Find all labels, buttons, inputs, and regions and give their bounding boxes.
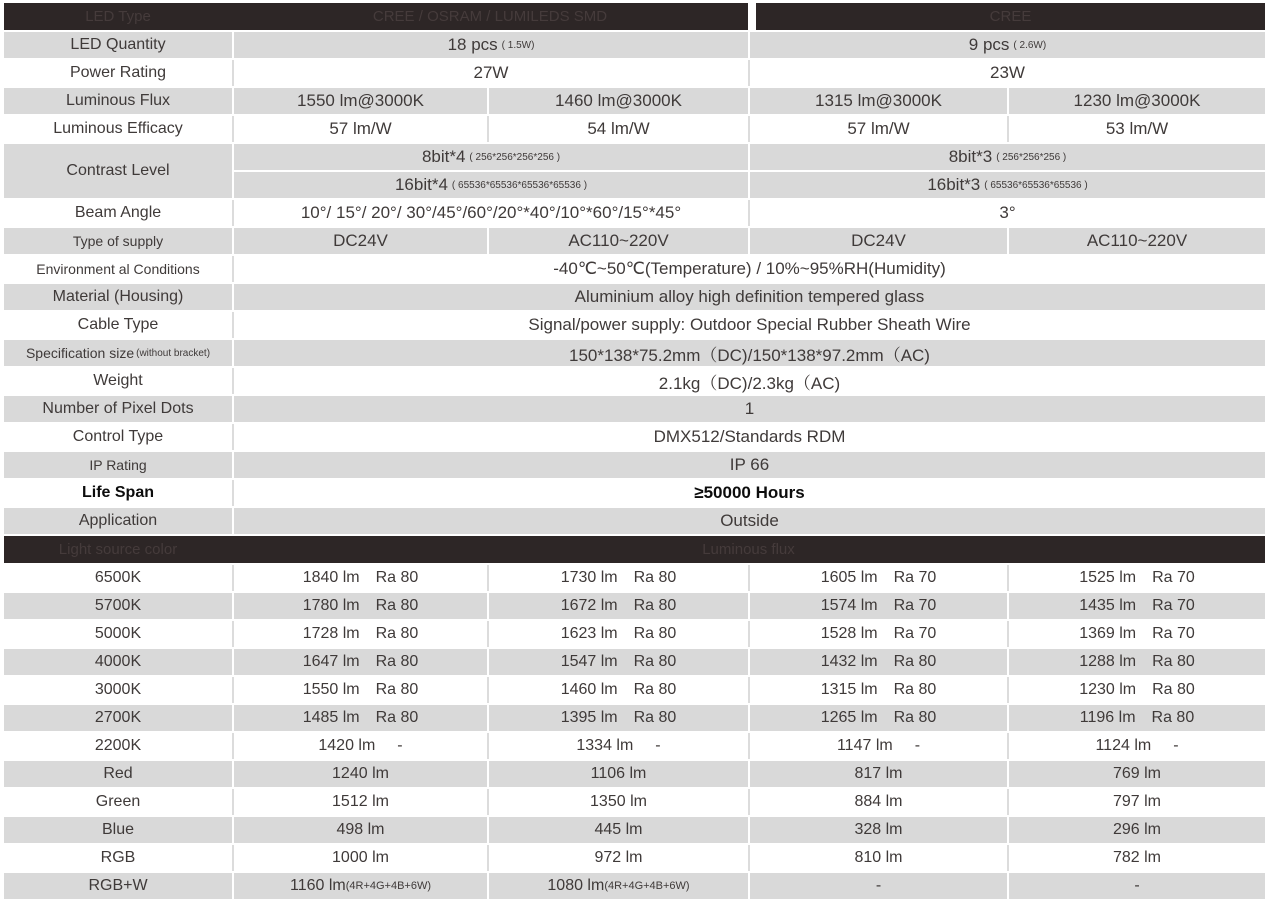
type-of-supply-label: Type of supply [4,228,232,254]
lm-value: 1080 lm [547,877,605,894]
type-of-supply-c3: DC24V [750,228,1007,254]
flux-cell: - [1009,873,1265,899]
led-quantity-left [234,32,748,58]
flux-label: RGB+W [4,873,232,899]
flux-cell [489,593,748,619]
contrast-8bit-row [234,144,1265,170]
lm-value: 1435 lm [1079,597,1137,614]
lm-value: 1840 lm [302,569,360,586]
power-rating-left: 27W [234,60,748,86]
flux-cell [234,677,487,703]
row-type-of-supply [4,228,1265,254]
specification-size-value: 150*138*75.2mm（DC)/150*138*97.2mm（AC) [234,340,1265,366]
luminous-efficacy-c3: 57 lm/W [750,116,1007,142]
control-type-label: Control Type [4,424,232,450]
lm-value: 1528 lm [820,625,878,642]
lm-value: 1672 lm [560,597,618,614]
led-type-header-left [4,3,748,30]
cable-type-label: Cable Type [4,312,232,338]
lm-value: 1485 lm [302,709,360,726]
light-source-header [4,536,1265,563]
ra-value: Ra 80 [375,569,419,586]
flux-cell: 328 lm [750,817,1007,843]
pixel-dots-label: Number of Pixel Dots [4,396,232,422]
flux-cell: 1350 lm [489,789,748,815]
contrast-16bit-left-note: ( 65536*65536*65536*65536 ) [451,179,588,191]
flux-cell [234,565,487,591]
ra-value: - [1173,737,1179,754]
led-type-value-left: CREE / OSRAM / LUMILEDS SMD [372,8,608,25]
material-housing-value: Aluminium alloy high definition tempered glass [234,284,1265,310]
row-specification-size [4,340,1265,366]
specification-size-label-note: (without bracket) [136,347,211,359]
luminous-efficacy-c4: 53 lm/W [1009,116,1265,142]
flux-label: 4000K [4,649,232,675]
flux-cell [489,565,748,591]
contrast-level-values [234,144,1265,198]
flux-cell: 769 lm [1009,761,1265,787]
flux-cell [1009,593,1265,619]
lm-value: 1647 lm [302,653,360,670]
lm-value: 1574 lm [820,597,878,614]
led-quantity-right-note: ( 2.6W) [1013,39,1047,51]
flux-row-rgbw [4,873,1265,899]
row-environmental-conditions [4,256,1265,282]
pixel-dots-value: 1 [234,396,1265,422]
lm-value: 1623 lm [560,625,618,642]
flux-cell: 817 lm [750,761,1007,787]
ra-value: Ra 80 [375,709,419,726]
contrast-8bit-left-value: 8bit*4 [421,147,466,166]
flux-cell [750,565,1007,591]
contrast-16bit-row [234,172,1265,198]
luminous-efficacy-c2: 54 lm/W [489,116,748,142]
lm-value: 1334 lm [576,737,634,754]
flux-label: 2700K [4,705,232,731]
contrast-8bit-right [750,144,1265,170]
flux-label: 5700K [4,593,232,619]
row-ip-rating [4,452,1265,478]
flux-cell [1009,621,1265,647]
luminous-flux-header-label: Luminous flux [702,541,795,558]
lm-value: 1525 lm [1079,569,1137,586]
ra-value: Ra 70 [893,625,937,642]
row-control-type [4,424,1265,450]
life-span-value: ≥50000 Hours [234,480,1265,506]
led-type-label: LED Type [85,8,151,25]
flux-cell [489,873,748,899]
flux-cell: 782 lm [1009,845,1265,871]
contrast-level-label: Contrast Level [4,144,232,198]
ra-value: Ra 80 [893,681,937,698]
ra-value: Ra 70 [1152,597,1195,614]
flux-row-3000k [4,677,1265,703]
flux-cell [234,593,487,619]
led-quantity-label: LED Quantity [4,32,232,58]
row-led-quantity [4,32,1265,58]
flux-row-6500k [4,565,1265,591]
type-of-supply-c4: AC110~220V [1009,228,1265,254]
flux-label: 2200K [4,733,232,759]
flux-row-red [4,761,1265,787]
flux-cell: 296 lm [1009,817,1265,843]
ra-value: Ra 80 [375,597,419,614]
ra-value: Ra 80 [893,653,937,670]
beam-angle-right: 3° [750,200,1265,226]
contrast-8bit-right-value: 8bit*3 [948,147,993,166]
flux-cell [750,621,1007,647]
led-quantity-left-value: 18 pcs [447,35,498,54]
luminous-efficacy-label: Luminous Efficacy [4,116,232,142]
ra-value: - [914,737,921,754]
flux-cell [234,705,487,731]
flux-cell: 445 lm [489,817,748,843]
flux-cell: 797 lm [1009,789,1265,815]
flux-row-5700k [4,593,1265,619]
flux-cell [1009,649,1265,675]
flux-cell: 972 lm [489,845,748,871]
flux-row-2200k [4,733,1265,759]
flux-cell [489,677,748,703]
specification-size-label-text: Specification size [25,345,135,361]
flux-cell [750,677,1007,703]
luminous-flux-c2: 1460 lm@3000K [489,88,748,114]
lm-value: 1395 lm [560,709,618,726]
lm-value: 1550 lm [302,681,360,698]
lm-value: 1432 lm [820,653,878,670]
contrast-8bit-left-note: ( 256*256*256*256 ) [469,151,561,163]
type-of-supply-c1: DC24V [234,228,487,254]
control-type-value: DMX512/Standards RDM [234,424,1265,450]
ra-value: Ra 80 [893,709,937,726]
row-cable-type [4,312,1265,338]
flux-cell [750,733,1007,759]
ra-value: Ra 80 [633,681,677,698]
lm-value: 1124 lm [1095,737,1152,754]
power-rating-label: Power Rating [4,60,232,86]
contrast-16bit-right [750,172,1265,198]
row-beam-angle [4,200,1265,226]
led-quantity-right [750,32,1265,58]
ra-value: Ra 80 [375,625,419,642]
flux-cell: 1106 lm [489,761,748,787]
flux-cell [489,621,748,647]
lm-value: 1369 lm [1079,625,1137,642]
rgbw-note: (4R+4G+4B+6W) [604,880,690,892]
lm-value: 1728 lm [302,625,360,642]
flux-row-green [4,789,1265,815]
lm-value: 1196 lm [1079,709,1136,726]
flux-cell [750,705,1007,731]
luminous-efficacy-c1: 57 lm/W [234,116,487,142]
flux-row-blue [4,817,1265,843]
led-quantity-right-value: 9 pcs [968,35,1010,54]
flux-cell [489,705,748,731]
lm-value: 1147 lm [836,737,893,754]
flux-cell [489,733,748,759]
ra-value: Ra 80 [633,597,677,614]
row-contrast-level [4,144,1265,198]
ra-value: Ra 80 [633,569,677,586]
flux-cell [1009,565,1265,591]
environmental-conditions-value: -40℃~50℃(Temperature) / 10%~95%RH(Humidity) [234,256,1265,282]
application-value: Outside [234,508,1265,534]
beam-angle-label: Beam Angle [4,200,232,226]
flux-label: Green [4,789,232,815]
specification-size-label [4,340,232,366]
row-weight [4,368,1265,394]
led-type-header-bar [4,3,1265,30]
lm-value: 1265 lm [820,709,878,726]
contrast-16bit-right-note: ( 65536*65536*65536 ) [984,179,1088,191]
flux-row-2700k [4,705,1265,731]
light-source-color-label: Light source color [58,541,178,558]
led-quantity-left-note: ( 1.5W) [501,39,535,51]
flux-label: Blue [4,817,232,843]
material-housing-label: Material (Housing) [4,284,232,310]
ra-value: Ra 80 [633,709,677,726]
ra-value: Ra 80 [1151,709,1195,726]
life-span-label: Life Span [4,480,232,506]
row-material-housing [4,284,1265,310]
ra-value: Ra 80 [633,625,677,642]
flux-cell: 1000 lm [234,845,487,871]
flux-cell [1009,677,1265,703]
flux-cell [234,649,487,675]
luminous-flux-c1: 1550 lm@3000K [234,88,487,114]
flux-cell [489,649,748,675]
flux-cell: 498 lm [234,817,487,843]
ra-value: Ra 80 [375,653,419,670]
lm-value: 1460 lm [560,681,618,698]
type-of-supply-c2: AC110~220V [489,228,748,254]
flux-cell [234,733,487,759]
light-source-header-bar [4,536,1265,563]
flux-row-rgb [4,845,1265,871]
ra-value: Ra 70 [893,569,937,586]
flux-label: RGB [4,845,232,871]
flux-cell: - [750,873,1007,899]
flux-label: 6500K [4,565,232,591]
ra-value: Ra 80 [1152,653,1195,670]
flux-cell [1009,733,1265,759]
flux-cell: 1512 lm [234,789,487,815]
flux-cell [750,649,1007,675]
luminous-flux-label: Luminous Flux [4,88,232,114]
ra-value: - [655,737,661,754]
ra-value: Ra 80 [1152,681,1195,698]
row-luminous-efficacy [4,116,1265,142]
flux-cell [234,621,487,647]
application-label: Application [4,508,232,534]
lm-value: 1605 lm [820,569,878,586]
flux-cell [1009,705,1265,731]
weight-label: Weight [4,368,232,394]
beam-angle-left: 10°/ 15°/ 20°/ 30°/45°/60°/20°*40°/10°*60°/15°*45° [234,200,748,226]
weight-value: 2.1kg（DC)/2.3kg（AC) [234,368,1265,394]
contrast-8bit-right-note: ( 256*256*256 ) [996,151,1067,163]
row-application [4,508,1265,534]
flux-row-4000k [4,649,1265,675]
flux-label: 5000K [4,621,232,647]
led-type-value-right: CREE [756,3,1265,30]
ra-value: - [397,737,403,754]
lm-value: 1780 lm [302,597,360,614]
contrast-16bit-left [234,172,748,198]
ra-value: Ra 70 [1152,569,1195,586]
environmental-conditions-label: Environment al Conditions [4,256,232,282]
lm-value: 1288 lm [1079,653,1137,670]
ip-rating-label: IP Rating [4,452,232,478]
flux-cell [234,873,487,899]
lm-value: 1730 lm [560,569,618,586]
flux-label: 3000K [4,677,232,703]
flux-label: Red [4,761,232,787]
lm-value: 1230 lm [1079,681,1137,698]
cable-type-value: Signal/power supply: Outdoor Special Rubber Sheath Wire [234,312,1265,338]
rgbw-note: (4R+4G+4B+6W) [345,880,432,892]
ra-value: Ra 70 [893,597,937,614]
ra-value: Ra 70 [1152,625,1195,642]
row-pixel-dots [4,396,1265,422]
row-life-span [4,480,1265,506]
lm-value: 1315 lm [820,681,878,698]
lm-value: 1547 lm [560,653,618,670]
luminous-flux-c3: 1315 lm@3000K [750,88,1007,114]
power-rating-right: 23W [750,60,1265,86]
flux-cell: 884 lm [750,789,1007,815]
flux-cell [750,593,1007,619]
row-power-rating [4,60,1265,86]
contrast-16bit-left-value: 16bit*4 [394,175,448,194]
contrast-16bit-right-value: 16bit*3 [927,175,981,194]
flux-row-5000k [4,621,1265,647]
ra-value: Ra 80 [375,681,419,698]
lm-value: 1420 lm [318,737,376,754]
row-luminous-flux [4,88,1265,114]
ra-value: Ra 80 [633,653,677,670]
luminous-flux-c4: 1230 lm@3000K [1009,88,1265,114]
contrast-8bit-left [234,144,748,170]
lm-value: 1160 lm [289,877,346,894]
flux-cell: 810 lm [750,845,1007,871]
flux-cell: 1240 lm [234,761,487,787]
ip-rating-value: IP 66 [234,452,1265,478]
